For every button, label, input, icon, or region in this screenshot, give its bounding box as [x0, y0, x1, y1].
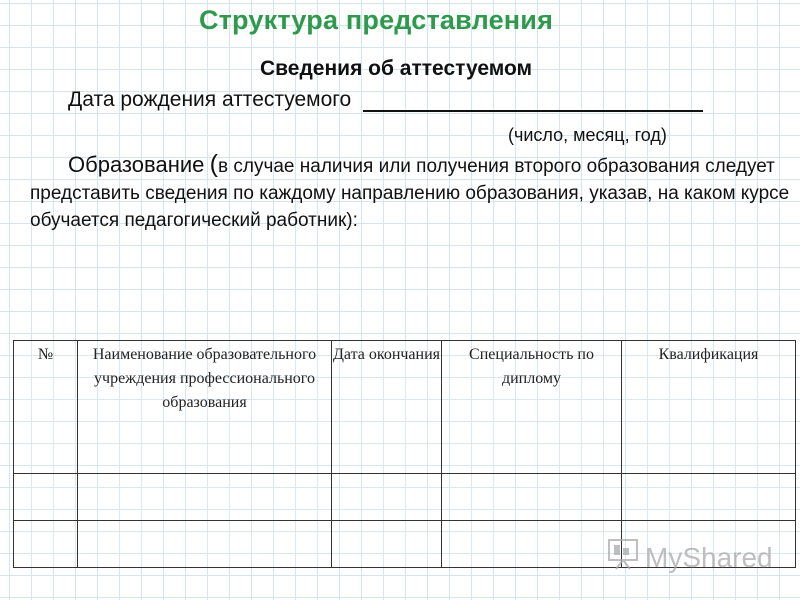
- table-cell[interactable]: [78, 521, 332, 568]
- page-title: Структура представления: [198, 5, 554, 35]
- presentation-board-icon: [606, 537, 640, 578]
- header-graduation-date: Дата окончания: [332, 341, 442, 474]
- table-cell[interactable]: [622, 474, 796, 521]
- header-number: №: [14, 341, 78, 474]
- table-cell[interactable]: [442, 521, 622, 568]
- birth-date-hint: (число, месяц, год): [508, 125, 667, 145]
- education-label: Образование: [68, 152, 205, 177]
- table-cell[interactable]: [78, 474, 332, 521]
- table-cell[interactable]: [14, 474, 78, 521]
- header-specialty: Специальность по диплому: [442, 341, 622, 474]
- birth-date-row: [68, 88, 703, 112]
- watermark: [606, 537, 773, 578]
- table-cell[interactable]: [442, 474, 622, 521]
- table-row: [14, 474, 796, 521]
- table-header-row: [14, 341, 796, 474]
- section-heading: Сведения об аттестуемом: [260, 57, 533, 80]
- education-table: [13, 340, 796, 568]
- education-open-paren: (: [209, 150, 218, 178]
- table-cell[interactable]: [14, 521, 78, 568]
- education-instructions: в случае наличия или получения второго образования следует представить сведения по каждому направлению образования, указав, на каком курсе обучается педагогический работник):: [30, 156, 790, 231]
- education-paragraph: [30, 151, 790, 234]
- table-cell[interactable]: [332, 521, 442, 568]
- birth-date-label: Дата рождения аттестуемого: [68, 88, 352, 111]
- header-institution: Наименование образовательного учреждения профессионального образования: [78, 341, 332, 474]
- header-qualification: Квалификация: [622, 341, 796, 474]
- birth-date-blank-line: [363, 88, 703, 112]
- watermark-text: MyShared: [645, 541, 773, 573]
- table-cell[interactable]: [332, 474, 442, 521]
